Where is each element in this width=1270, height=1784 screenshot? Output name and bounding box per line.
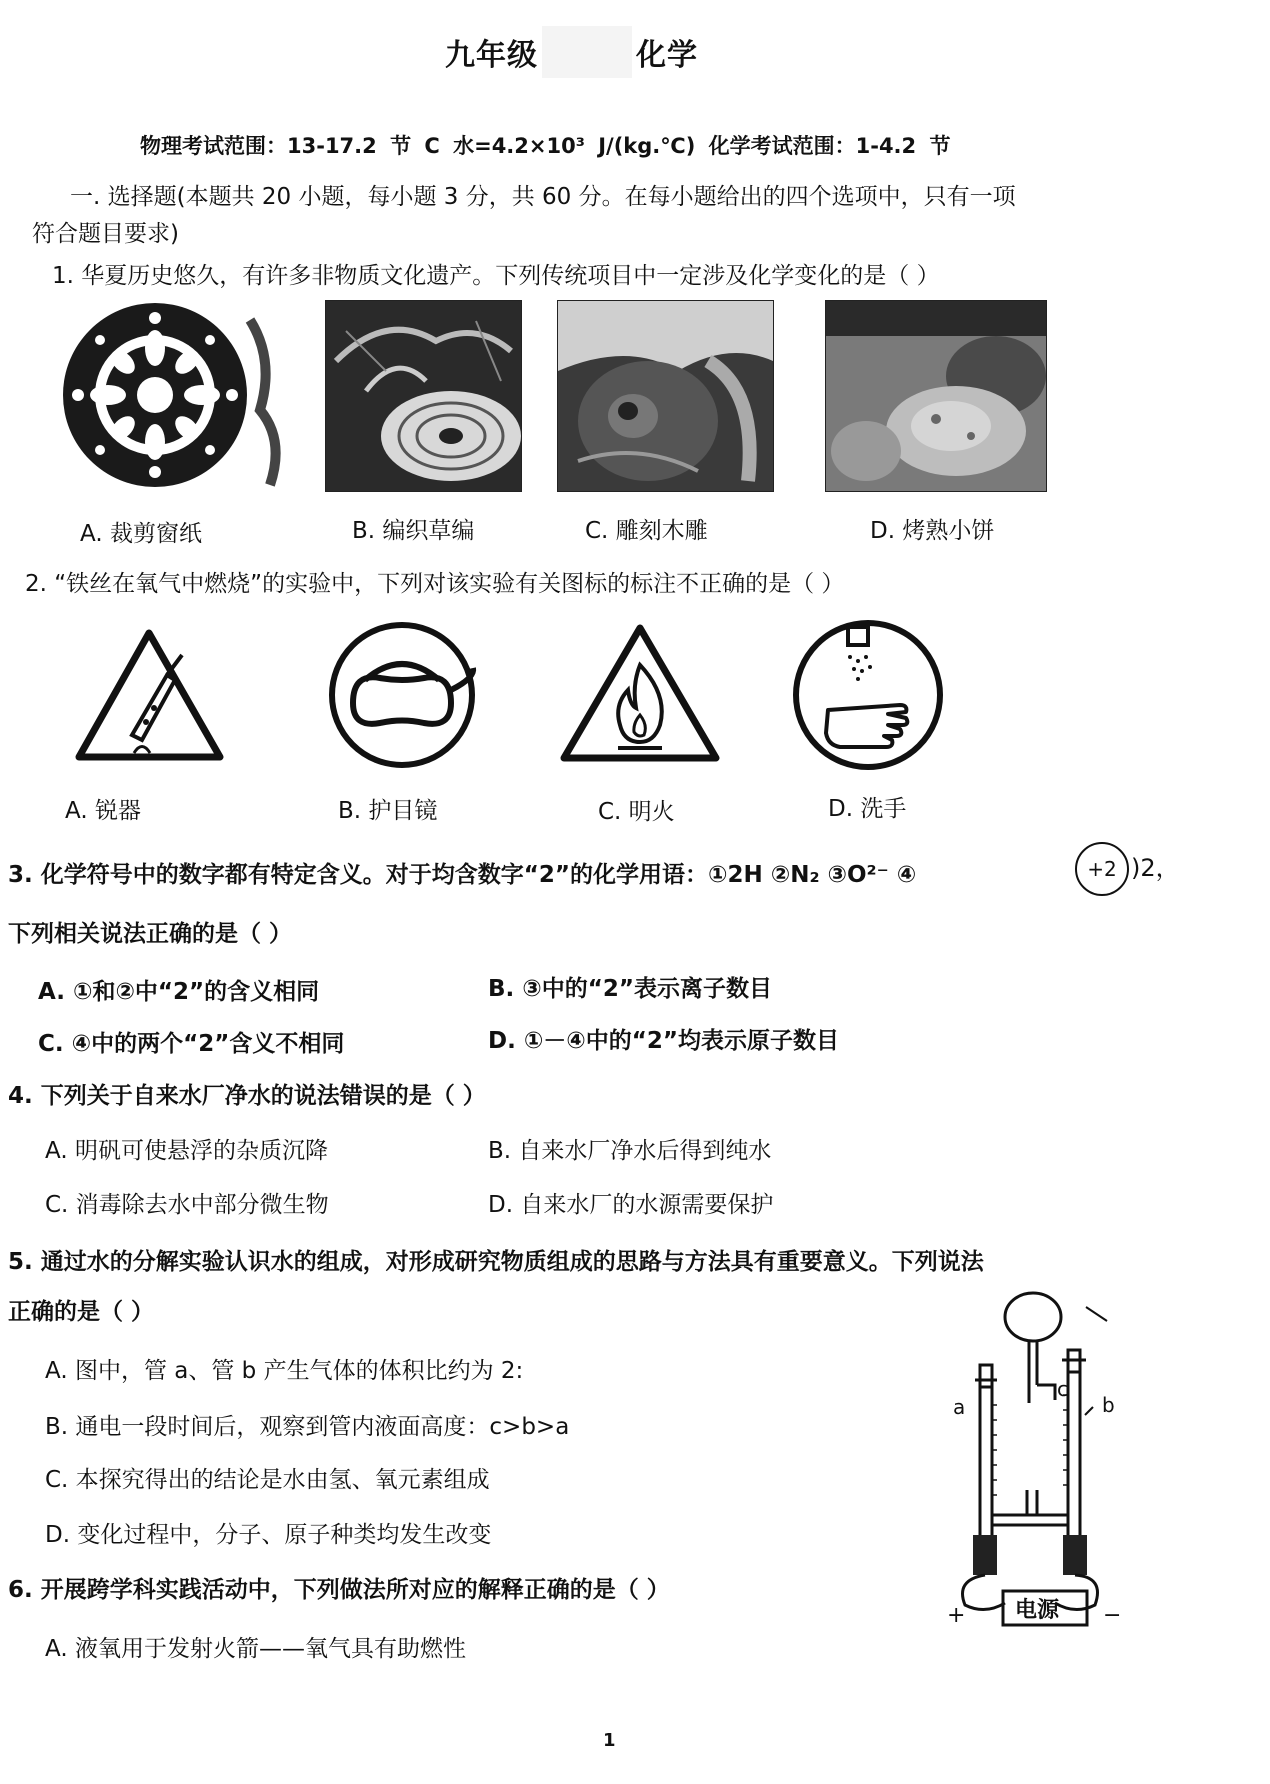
positive-terminal: + — [947, 1603, 966, 1628]
question-5-option-b: B. 通电一段时间后，观察到管内液面高度：c>b>a — [45, 1414, 570, 1440]
question-1-option-a: A. 裁剪窗纸 — [80, 521, 202, 547]
question-4-option-d: D. 自来水厂的水源需要保护 — [488, 1192, 774, 1218]
question-6-option-a: A. 液氧用于发射火箭——氧气具有助燃性 — [45, 1636, 466, 1662]
ion-electron-count: 2 — [1140, 854, 1156, 882]
straw-weaving-image — [325, 300, 522, 492]
question-3-stem — [8, 856, 916, 889]
question-1-option-c: C. 雕刻木雕 — [585, 518, 708, 544]
question-3-option-d: D. ①－④中的“2”均表示原子数目 — [488, 1028, 840, 1054]
question-3-option-b: B. ③中的“2”表示离子数目 — [488, 976, 772, 1002]
ion-charge: +2 — [1087, 857, 1117, 881]
negative-terminal: − — [1103, 1603, 1122, 1628]
hand-wash-icon — [788, 615, 948, 775]
tube-b-label: b — [1102, 1393, 1115, 1417]
question-4-option-c: C. 消毒除去水中部分微生物 — [45, 1192, 329, 1218]
question-2-option-a: A. 锐器 — [65, 798, 141, 824]
question-4-option-b: B. 自来水厂净水后得到纯水 — [488, 1138, 772, 1164]
question-5-stem: 5. 通过水的分解实验认识水的组成，对形成研究物质组成的思路与方法具有重要意义。下列说法 — [8, 1249, 984, 1275]
ion-charge-circle — [1075, 842, 1129, 896]
paper-cutting-image — [45, 300, 290, 490]
question-4-stem: 4. 下列关于自来水厂净水的说法错误的是（ ） — [8, 1083, 486, 1109]
baked-cake-image — [825, 300, 1047, 492]
section-heading-cont: 符合题目要求) — [32, 221, 179, 247]
question-5-option-c: C. 本探究得出的结论是水由氢、氧元素组成 — [45, 1467, 490, 1493]
question-5-option-d: D. 变化过程中，分子、原子种类均发生改变 — [45, 1522, 492, 1548]
question-1-stem: 1. 华夏历史悠久，有许多非物质文化遗产。下列传统项目中一定涉及化学变化的是（ ） — [52, 263, 940, 289]
title-right: 化学 — [636, 38, 698, 73]
question-1-option-d: D. 烤熟小饼 — [870, 518, 995, 544]
question-2-option-b: B. 护目镜 — [338, 798, 438, 824]
redacted-area — [542, 26, 632, 78]
electrolysis-apparatus — [945, 1285, 1145, 1635]
question-3-option-c: C. ④中的两个“2”含义不相同 — [38, 1031, 345, 1057]
question-3-stem-end: ， — [1155, 854, 1180, 882]
question-2-stem: 2. “铁丝在氧气中燃烧”的实验中，下列对该实验有关图标的标注不正确的是（ ） — [25, 571, 845, 597]
question-2-option-d: D. 洗手 — [828, 796, 907, 822]
question-4-option-a: A. 明矾可使悬浮的杂质沉降 — [45, 1138, 328, 1164]
ion-shell: )2， — [1131, 854, 1180, 882]
question-3-stem-text: 3. 化学符号中的数字都有特定含义。对于均含数字“2”的化学用语：①2H ②N₂ ③O²⁻ ④ — [8, 862, 917, 888]
question-6-stem: 6. 开展跨学科实践活动中，下列做法所对应的解释正确的是（ ） — [8, 1577, 670, 1603]
exam-scope: 物理考试范围：13-17.2 节 C 水=4.2×10³ J/(kg.℃) 化学考试范围：1-4.2 节 — [140, 134, 951, 158]
tube-a-label: a — [953, 1395, 966, 1419]
wood-carving-image — [557, 300, 774, 492]
goggles-icon — [325, 618, 480, 773]
question-3-option-a: A. ①和②中“2”的含义相同 — [38, 979, 320, 1005]
open-flame-icon — [558, 620, 723, 765]
title-left: 九年级 — [445, 38, 538, 73]
page-number: 1 — [603, 1730, 616, 1751]
question-1-option-b: B. 编织草编 — [352, 518, 475, 544]
question-2-option-c: C. 明火 — [598, 799, 675, 825]
question-5-option-a: A. 图中，管 a、管 b 产生气体的体积比约为 2: — [45, 1358, 524, 1384]
power-supply-label: 电源 — [1015, 1598, 1060, 1623]
question-3-stem-2: 下列相关说法正确的是（ ） — [8, 921, 293, 947]
question-5-stem-cont: 正确的是（ ） — [8, 1299, 155, 1325]
tube-c-label: c — [1057, 1377, 1068, 1401]
page-title — [445, 30, 698, 78]
section-heading: 一. 选择题(本题共 20 小题，每小题 3 分，共 60 分。在每小题给出的四个选项中，只有一项 — [70, 184, 1016, 210]
sharp-object-icon — [72, 625, 227, 765]
